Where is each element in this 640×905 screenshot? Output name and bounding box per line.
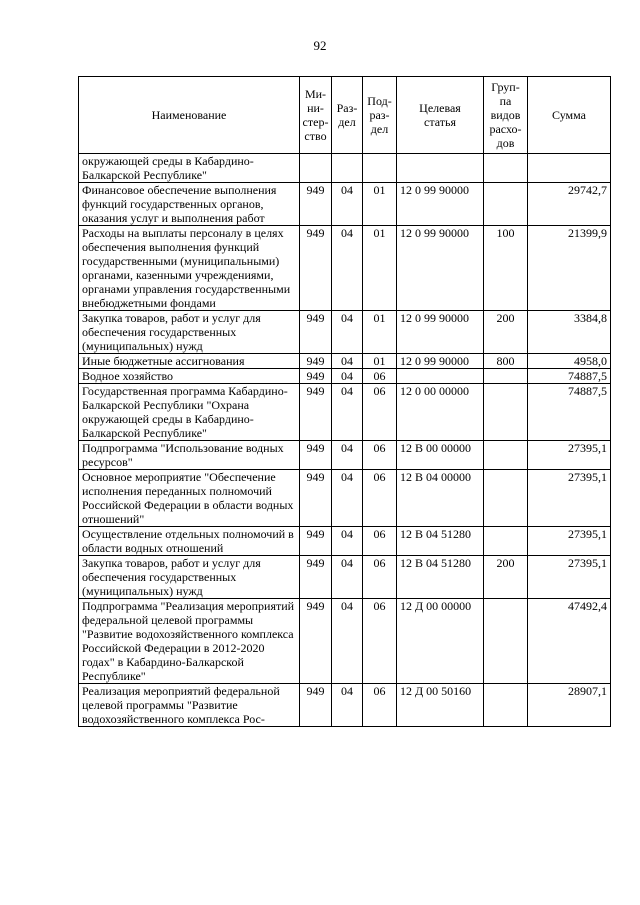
- cell-target-article: 12 В 04 00000: [397, 470, 484, 527]
- cell-ministry: 949: [300, 226, 332, 311]
- cell-sum: 29742,7: [528, 183, 611, 226]
- header-subsection: Под- раз- дел: [363, 77, 397, 154]
- header-target-article: Целевая статья: [397, 77, 484, 154]
- cell-sum: 27395,1: [528, 441, 611, 470]
- cell-ministry: 949: [300, 441, 332, 470]
- cell-expense-group: [484, 470, 528, 527]
- table-row: [79, 154, 611, 183]
- cell-section: 04: [332, 354, 363, 369]
- cell-sum: [528, 154, 611, 183]
- cell-ministry: 949: [300, 684, 332, 727]
- cell-section: 04: [332, 684, 363, 727]
- cell-expense-group: [484, 154, 528, 183]
- cell-name: Подпрограмма "Реализация мероприятий федеральной целевой программы "Развитие водохозяйственного комплекса Российской Федерации в 2012-2020 годах" в Кабардино-Балкарской Республике": [79, 599, 300, 684]
- page-number: 92: [313, 38, 327, 53]
- cell-subsection: 06: [363, 369, 397, 384]
- cell-name: Закупка товаров, работ и услуг для обеспечения государственных (муниципальных) нужд: [79, 311, 300, 354]
- cell-expense-group: [484, 183, 528, 226]
- cell-section: 04: [332, 384, 363, 441]
- table-row: [79, 599, 611, 684]
- table-row: [79, 441, 611, 470]
- cell-section: 04: [332, 441, 363, 470]
- table-body: [79, 154, 611, 727]
- cell-target-article: [397, 369, 484, 384]
- cell-ministry: 949: [300, 311, 332, 354]
- table-row: [79, 311, 611, 354]
- cell-ministry: 949: [300, 527, 332, 556]
- header-expense-group: Груп- па видов расхо- дов: [484, 77, 528, 154]
- header-section: Раз- дел: [332, 77, 363, 154]
- cell-subsection: 06: [363, 527, 397, 556]
- cell-ministry: 949: [300, 354, 332, 369]
- cell-subsection: 01: [363, 311, 397, 354]
- cell-name: Подпрограмма "Использование водных ресурсов": [79, 441, 300, 470]
- header-sum: Сумма: [528, 77, 611, 154]
- cell-target-article: 12 Д 00 00000: [397, 599, 484, 684]
- cell-subsection: 06: [363, 556, 397, 599]
- cell-sum: 74887,5: [528, 384, 611, 441]
- cell-target-article: 12 0 99 90000: [397, 183, 484, 226]
- table-row: [79, 226, 611, 311]
- header-ministry: Ми- ни- стер- ство: [300, 77, 332, 154]
- cell-target-article: 12 0 00 00000: [397, 384, 484, 441]
- cell-name: Государственная программа Кабардино-Балкарской Республики "Охрана окружающей среды в Кабардино-Балкарской Республике": [79, 384, 300, 441]
- table-row: [79, 384, 611, 441]
- cell-subsection: 01: [363, 183, 397, 226]
- cell-ministry: 949: [300, 369, 332, 384]
- cell-subsection: 01: [363, 226, 397, 311]
- header-name: Наименование: [79, 77, 300, 154]
- table-row: [79, 470, 611, 527]
- cell-target-article: 12 0 99 90000: [397, 226, 484, 311]
- table-row: [79, 354, 611, 369]
- table-row: [79, 684, 611, 727]
- cell-target-article: 12 0 99 90000: [397, 311, 484, 354]
- cell-name: Основное мероприятие "Обеспечение исполнения переданных полномочий Российской Федерации в области водных отношений": [79, 470, 300, 527]
- cell-target-article: 12 В 00 00000: [397, 441, 484, 470]
- cell-name: Расходы на выплаты персоналу в целях обеспечения выполнения функций государственными (муниципальными) органами, казенными учреждениями, органами управления государственными внебюджетными фондами: [79, 226, 300, 311]
- table-row: [79, 369, 611, 384]
- cell-section: 04: [332, 470, 363, 527]
- cell-sum: 3384,8: [528, 311, 611, 354]
- cell-section: 04: [332, 183, 363, 226]
- cell-expense-group: [484, 369, 528, 384]
- cell-name: Реализация мероприятий федеральной целевой программы "Развитие водохозяйственного комплекса Рос-: [79, 684, 300, 727]
- cell-section: 04: [332, 369, 363, 384]
- cell-target-article: 12 В 04 51280: [397, 527, 484, 556]
- cell-name: Иные бюджетные ассигнования: [79, 354, 300, 369]
- cell-subsection: 06: [363, 470, 397, 527]
- cell-name: Водное хозяйство: [79, 369, 300, 384]
- table-header-row: [79, 77, 611, 154]
- cell-subsection: 01: [363, 354, 397, 369]
- cell-name: Осуществление отдельных полномочий в области водных отношений: [79, 527, 300, 556]
- cell-name: окружающей среды в Кабардино-Балкарской Республике": [79, 154, 300, 183]
- budget-table: [78, 76, 611, 727]
- cell-expense-group: 200: [484, 556, 528, 599]
- cell-subsection: 06: [363, 684, 397, 727]
- cell-subsection: 06: [363, 384, 397, 441]
- cell-ministry: [300, 154, 332, 183]
- cell-sum: 47492,4: [528, 599, 611, 684]
- cell-expense-group: [484, 684, 528, 727]
- cell-ministry: 949: [300, 384, 332, 441]
- cell-ministry: 949: [300, 599, 332, 684]
- cell-expense-group: [484, 599, 528, 684]
- cell-expense-group: 100: [484, 226, 528, 311]
- cell-section: 04: [332, 226, 363, 311]
- cell-name: Финансовое обеспечение выполнения функций государственных органов, оказания услуг и выполнения работ: [79, 183, 300, 226]
- cell-subsection: 06: [363, 599, 397, 684]
- cell-expense-group: 200: [484, 311, 528, 354]
- cell-expense-group: [484, 441, 528, 470]
- cell-section: 04: [332, 311, 363, 354]
- cell-expense-group: [484, 384, 528, 441]
- cell-sum: 27395,1: [528, 556, 611, 599]
- cell-section: 04: [332, 556, 363, 599]
- cell-target-article: 12 0 99 90000: [397, 354, 484, 369]
- cell-ministry: 949: [300, 470, 332, 527]
- cell-sum: 4958,0: [528, 354, 611, 369]
- cell-subsection: 06: [363, 441, 397, 470]
- cell-section: 04: [332, 527, 363, 556]
- cell-ministry: 949: [300, 556, 332, 599]
- cell-target-article: 12 В 04 51280: [397, 556, 484, 599]
- table-row: [79, 556, 611, 599]
- cell-name: Закупка товаров, работ и услуг для обеспечения государственных (муниципальных) нужд: [79, 556, 300, 599]
- table-row: [79, 527, 611, 556]
- cell-target-article: 12 Д 00 50160: [397, 684, 484, 727]
- cell-subsection: [363, 154, 397, 183]
- table-row: [79, 183, 611, 226]
- cell-section: 04: [332, 599, 363, 684]
- cell-sum: 21399,9: [528, 226, 611, 311]
- cell-sum: 74887,5: [528, 369, 611, 384]
- cell-sum: 27395,1: [528, 527, 611, 556]
- cell-sum: 28907,1: [528, 684, 611, 727]
- cell-sum: 27395,1: [528, 470, 611, 527]
- cell-section: [332, 154, 363, 183]
- cell-target-article: [397, 154, 484, 183]
- cell-expense-group: [484, 527, 528, 556]
- cell-expense-group: 800: [484, 354, 528, 369]
- cell-ministry: 949: [300, 183, 332, 226]
